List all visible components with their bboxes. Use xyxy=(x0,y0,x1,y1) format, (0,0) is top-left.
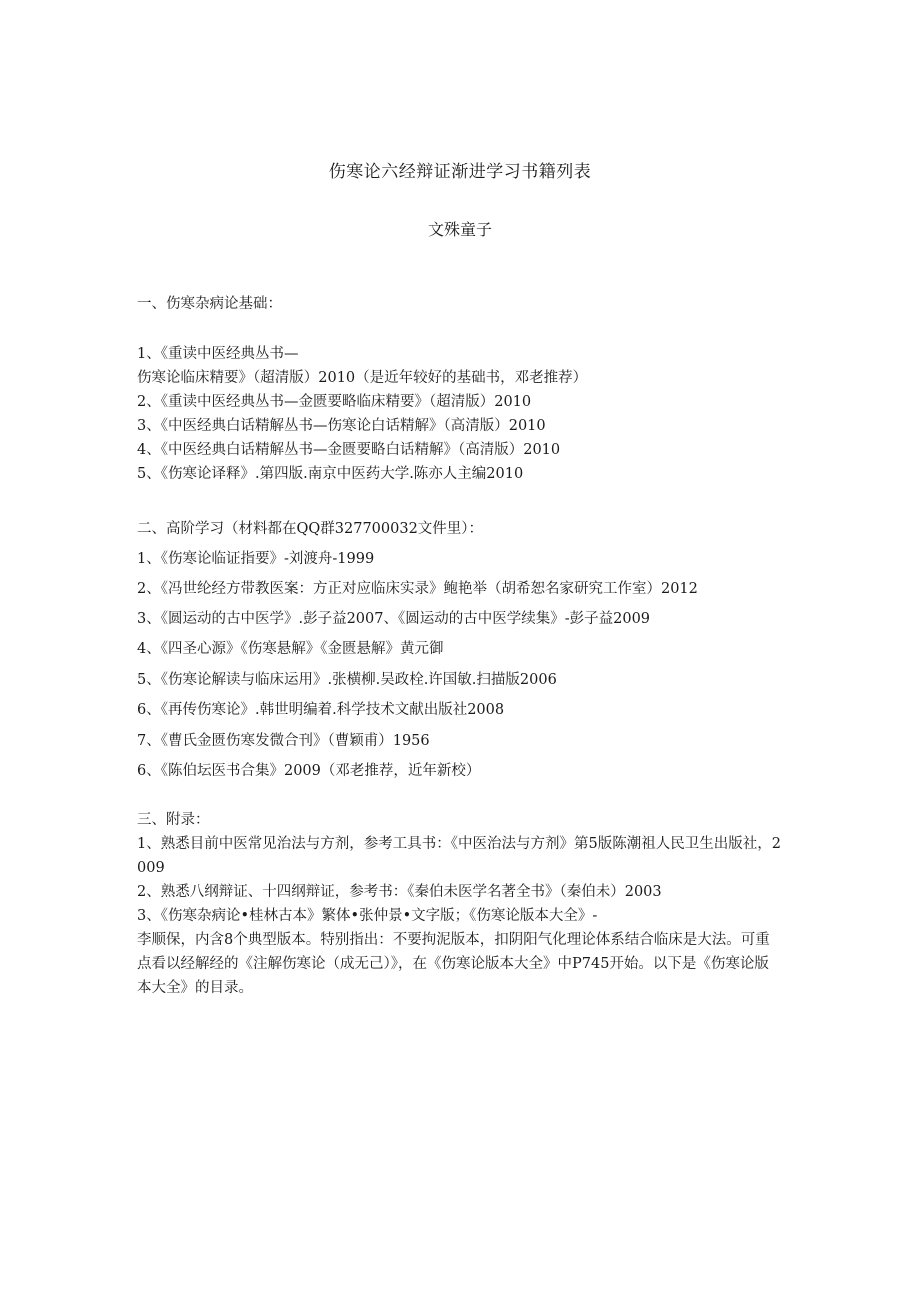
section-2-item-3: 3、《圆运动的古中医学》.彭子益2007、《圆运动的古中医学续集》-彭子益2009 xyxy=(137,611,651,627)
section-3-heading: 三、附录： xyxy=(137,812,210,828)
section-2-item-5: 5、《伤寒论解读与临床运用》.张横柳.吴政栓.许国敏.扫描版2006 xyxy=(137,672,557,688)
section-3-item-3-line-1: 3、《伤寒杂病论•桂林古本》繁体•张仲景•文字版；《伤寒论版本大全》- xyxy=(137,908,598,924)
section-2-item-1: 1、《伤寒论临证指要》-刘渡舟-1999 xyxy=(137,551,375,567)
section-1-item-2: 2、《重读中医经典丛书—金匮要略临床精要》（超清版）2010 xyxy=(137,394,532,410)
section-2-heading: 二、高阶学习（材料都在QQ群327700032文件里）： xyxy=(137,521,484,537)
section-2-item-4: 4、《四圣心源》《伤寒悬解》《金匮悬解》黄元御 xyxy=(137,641,444,657)
document-author: 文殊童子 xyxy=(427,220,492,239)
section-3-item-2: 2、熟悉八纲辩证、十四纲辩证，参考书：《秦伯未医学名著全书》（秦伯未）2003 xyxy=(137,884,662,900)
document-title: 伤寒论六经辩证渐进学习书籍列表 xyxy=(328,162,592,182)
section-1-item-3: 3、《中医经典白话精解丛书—伤寒论白话精解》（高清版）2010 xyxy=(137,418,546,434)
section-2-item-2: 2、《冯世纶经方带教医案：方正对应临床实录》鲍艳举（胡希恕名家研究工作室）2012 xyxy=(137,581,698,597)
section-1-item-5: 5、《伤寒论译释》.第四版.南京中医药大学.陈亦人主编2010 xyxy=(137,466,524,482)
section-1-heading: 一、伤寒杂病论基础： xyxy=(137,296,282,312)
section-1-item-4: 4、《中医经典白话精解丛书—金匮要略白话精解》（高清版）2010 xyxy=(137,442,561,458)
section-3-item-3-body: 李顺保，内含8个典型版本。特别指出：不要拘泥版本，扣阴阳气化理论体系结合临床是大法。可重点看以经解经的《注解伤寒论（成无己）》，在《伤寒论版本大全》中P745开始。以下是《伤寒论版本大全》的目录。 xyxy=(137,932,770,996)
section-1-item-1a: 1、《重读中医经典丛书— xyxy=(137,346,299,362)
section-2-item-6: 6、《再传伤寒论》.韩世明编着.科学技术文献出版社2008 xyxy=(137,702,505,718)
section-2-item-7: 7、《曹氏金匮伤寒发微合刊》（曹颖甫）1956 xyxy=(137,733,430,749)
section-2-item-8: 6、《陈伯坛医书合集》2009（邓老推荐，近年新校） xyxy=(137,763,481,779)
section-3-item-1: 1、熟悉目前中医常见治法与方剂，参考工具书：《中医治法与方剂》第5版陈潮祖人民卫生出版社，2009 xyxy=(137,836,781,876)
section-1-item-1b: 伤寒论临床精要》（超清版）2010（是近年较好的基础书，邓老推荐） xyxy=(137,370,588,386)
